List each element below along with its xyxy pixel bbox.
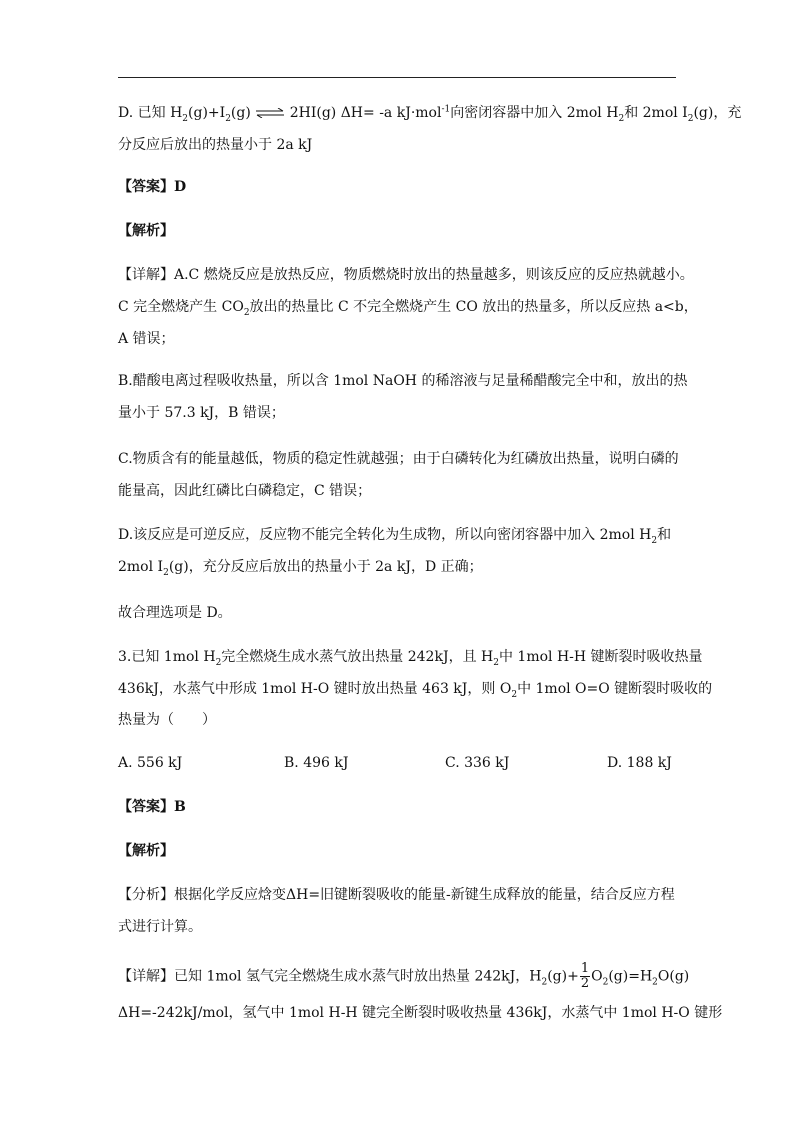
option-b: B. 496 kJ (284, 755, 349, 771)
prev-option-d-line2: 分反应后放出的热量小于 2a kJ (118, 137, 313, 153)
analysis-label-2: 【解析】 (118, 843, 174, 859)
detail-b-line1: B.醋酸电离过程吸收热量，所以含 1mol NaOH 的稀溶液与足量稀醋酸完全中和，放出的热 (118, 373, 688, 389)
option-a: A. 556 kJ (118, 755, 183, 771)
detail-a-line3: A 错误； (118, 331, 175, 347)
detail-2-line2: ΔH=-242kJ/mol，氢气中 1mol H-H 键完全断裂时吸收热量 436kJ，水蒸气中 1mol H-O 键形 (118, 1005, 723, 1021)
detail-b-line2: 量小于 57.3 kJ，B 错误； (118, 405, 285, 421)
answer-label-2: 【答案】B (118, 799, 186, 815)
conclusion: 故合理选项是 D。 (118, 605, 232, 621)
equilibrium-arrow-icon (255, 108, 285, 118)
detail-d-line1: D.该反应是可逆反应，反应物不能完全转化为生成物，所以向密闭容器中加入 2mol $H_2$和 (118, 527, 672, 546)
option-d: D. 188 kJ (607, 755, 672, 771)
detail-a-line1: 【详解】A.C 燃烧反应是放热反应，物质燃烧时放出的热量越多，则该反应的反应热就越小。 (118, 267, 694, 283)
analysis-label-1: 【解析】 (118, 223, 174, 239)
fenxi-line2: 式进行计算。 (118, 919, 202, 935)
detail-c-line1: C.物质含有的能量越低，物质的稳定性就越强；由于白磷转化为红磷放出热量，说明白磷的 (118, 451, 679, 467)
fraction-one-half: $\frac{1}{2}$ (580, 961, 590, 991)
answer-label-1: 【答案】D (118, 179, 187, 195)
option-c: C. 336 kJ (445, 755, 510, 771)
detail-d-line2: 2mol $I_2(g)$，充分反应后放出的热量小于 2a kJ，D 正确； (118, 559, 483, 578)
prev-option-d-line1: D. 已知 $H_2(g)+I_2(g)$ 2HI(g) ΔH= -a kJ·mol$^{-1}$向密闭容器中加入 2mol $H_2$和 2mol $I_2(g)$，充 (118, 104, 742, 124)
question-3-line2: 436kJ，水蒸气中形成 1mol H-O 键时放出热量 463 kJ，则 $O_2$中 1mol O=O 键断裂时吸收的 (118, 681, 713, 700)
detail-2-line1: 【详解】已知 1mol 氢气完全燃烧生成水蒸气时放出热量 242kJ，$H_2(g)+$ $\frac{1}{2}$ $O_2(g)=H_2O(g)$ (118, 961, 690, 991)
header-rule (118, 77, 676, 78)
detail-a-line2: C 完全燃烧产生 $CO_2$放出的热量比 C 不完全燃烧产生 CO 放出的热量多，所以反应热 a<b， (118, 299, 698, 318)
question-3-line3: 热量为（ ） (118, 712, 216, 728)
question-3-line1: 3.已知 1mol $H_2$完全燃烧生成水蒸气放出热量 242kJ，且 $H_2$中 1mol H-H 键断裂时吸收热量 (118, 649, 703, 668)
fenxi-line1: 【分析】根据化学反应焓变ΔH=旧键断裂吸收的能量-新键生成释放的能量，结合反应方程 (118, 887, 675, 903)
detail-c-line2: 能量高，因此红磷比白磷稳定，C 错误； (118, 483, 372, 499)
